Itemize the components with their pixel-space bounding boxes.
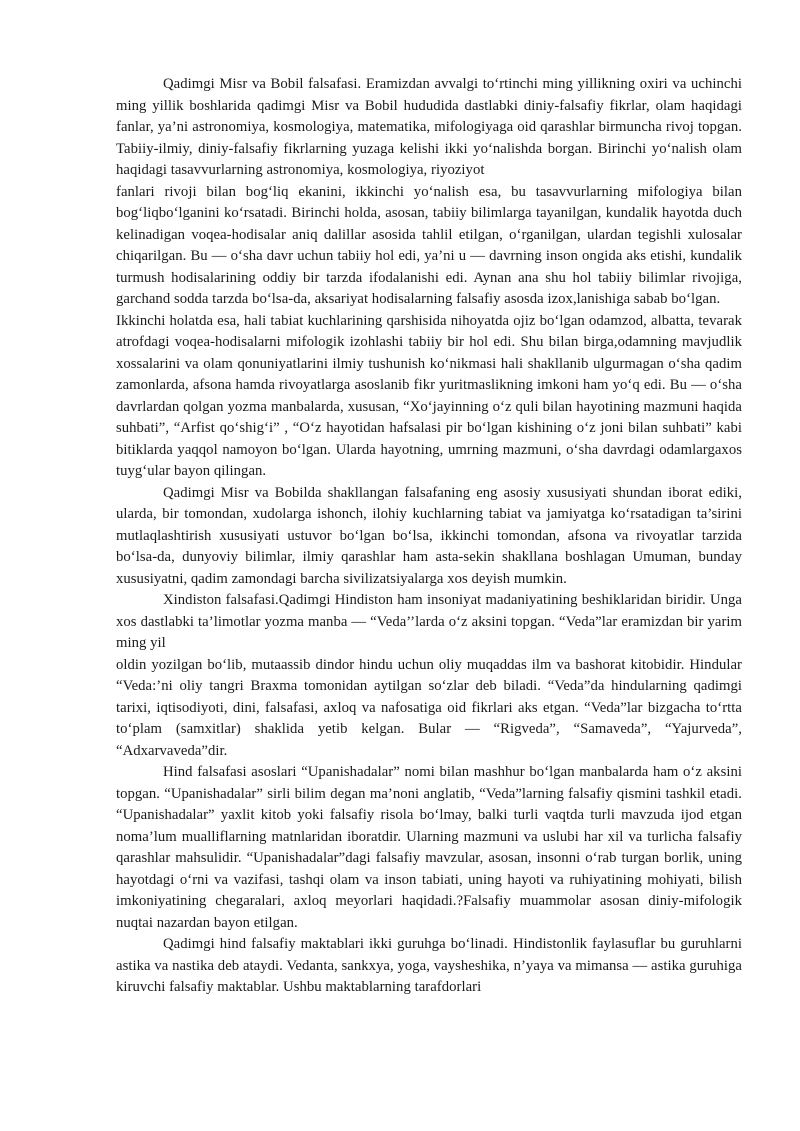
paragraph-veda: oldin yozilgan bo‘lib, mutaassib dindor hindu uchun oliy muqaddas ilm va bashorat kitobidir. Hindular “Veda:’ni oliy tangri Braxma tomonidan aytilgan so‘zlar deb biladi. “Veda”da hindularning qadimgi tarixi, iqtisodiyoti, dini, falsafasi, axloq va nafosatiga oid fikrlari aks etgan. “Veda”lar bizgacha to‘rtta to‘plam (samxitlar) shaklida yetib kelgan. Bular — “Rigveda”, “Samaveda”, “Yajurveda”, “Adxarvaveda”dir.	[116, 656, 742, 759]
document-body	[116, 74, 742, 999]
paragraph-ikkinchi-holat: Ikkinchi holatda esa, hali tabiat kuchlarining qarshisida nihoyatda ojiz bo‘lgan odamzod, albatta, tevarak atrofdagi voqea-hodisalarni mifologik izohlashi tabiiy bir hol edi. Shu bilan birga,odamning mavjudlik xossalarini va olam qonuniyatlarini ilmiy tushunish ko‘nikmasi hali shakllanib ulgurmagan o‘sha qadim zamonlarda, afsona hamda rivoyatlarga asoslanib fikr yuritmaslikning imkoni ham yo‘q edi. Bu — o‘sha davrlardan qolgan yozma manbalarda, xususan, “Xo‘jayinning o‘z quli bilan hayotining mazmuni haqida suhbati”, “Arfist qo‘shig‘i” , “O‘z hayotidan hafsalasi pir bo‘lgan kishining o‘z joni bilan suhbati” kabi bitiklarda yaqqol namoyon bo‘lgan. Ularda hayotning, umrning mazmuni, o‘sha davrdagi odamlargaxos tuyg‘ular bayon qilingan.	[116, 312, 742, 479]
paragraph-hind-maktablari: Qadimgi hind falsafiy maktablari ikki guruhga bo‘linadi. Hindistonlik faylasuflar bu guruhlarni astika va nastika deb ataydi. Vedanta, sankxya, yoga, vaysheshika, n’yaya va mimansa — astika guruhiga kiruvchi falsafiy maktablar. Ushbu maktablarning tarafdorlari	[116, 936, 742, 995]
paragraph-hindiston-intro: Xindiston falsafasi.Qadimgi Hindiston ham insoniyat madaniyatining beshiklaridan biridir. Unga xos dastlabki ta’limotlar yozma manba — “Veda’’larda o‘z aksini topgan. “Veda”lar eramizdan bir yarim ming yil	[116, 592, 742, 651]
paragraph-upanishadalar: Hind falsafasi asoslari “Upanishadalar” nomi bilan mashhur bo‘lgan manbalarda ham o‘z aksini topgan. “Upanishadalar” sirli bilim degan ma’noni anglatib, “Veda”larning falsafiy qismini tashkil etadi. “Upanishadalar” yaxlit kitob yoki falsafiy risola bo‘lmay, balki turli vaqtda turli mavzuda ijod etgan noma’lum mualliflarning matnlaridan iboratdir. Ularning mazmuni va uslubi har xil va turlicha falsafiy qarashlar mahsulidir. “Upanishadalar”dagi falsafiy mavzular, asosan, insonni o‘rab turgan borlik, uning hayotdagi o‘rni va vazifasi, tashqi olam va inson tabiati, uning hayoti va ruhiyatining mohiyati, bilish imkoniyatining chegaralari, axloq meyorlari haqidadi.?Falsafiy muammolar asosan diniy-mifologik nuqtai nazardan bayon etilgan.	[116, 764, 742, 931]
paragraph-ikki-yonalish: fanlari rivoji bilan bog‘liq ekanini, ikkinchi yo‘nalish esa, bu tasavvurlarning mifologiya bilan bog‘liqbo‘lganini ko‘rsatadi. Birinchi holda, asosan, tabiiy bilimlarga tayanilgan, kundalik hayotda duch kelinadigan voqea-hodisalar aniq dalillar asosida tahlil etilgan, o‘rganilgan, ulardan tegishli xulosalar chiqarilgan. Bu — o‘sha davr uchun tabiiy hol edi, ya’ni u — davrning inson ongida aks etishi, kundalik turmush hodisalarining oddiy bir tarzda ifodalanishi edi. Aynan ana shu hol tabiiy bilimlar rivojiga, garchand sodda tarzda bo‘lsa-da, aksariyat hodisalarning falsafiy asosda izox,lanishiga sabab bo‘lgan.	[116, 183, 742, 307]
paragraph-asosiy-xususiyat: Qadimgi Misr va Bobilda shakllangan falsafaning eng asosiy xususiyati shundan iborat ediki, ularda, bir tomondan, xudolarga ishonch, ilohiy kuchlarning tabiat va jamiyatga ko‘rsatadigan ta’sirini mutlaqlashtirish xususiyati ustuvor bo‘lgan bo‘lsa, ikkinchi tomondan, afsona va rivoyatlar tarzida bo‘lsa-da, dunyoviy bilimlar, ilmiy qarashlar ham asta-sekin shakllana boshlagan Umuman, bunday xususiyatni, qadim zamondagi barcha sivilizatsiyalarga xos deyish mumkin.	[116, 484, 742, 587]
paragraph-misr-bobil-intro: Qadimgi Misr va Bobil falsafasi. Eramizdan avvalgi to‘rtinchi ming yillikning oxiri va uchinchi ming yillik boshlarida qadimgi Misr va Bobil hududida dastlabki diniy-falsafiy fikrlar, olam haqidagi fanlar, ya’ni astronomiya, kosmologiya, matematika, mifologiyaga oid qarashlar birmuncha rivoj topgan. Tabiiy-ilmiy, diniy-falsafiy fikrlarning yuzaga kelishi ikki yo‘nalishda borgan. Birinchi yo‘nalish olam haqidagi tasavvurlarning astronomiya, kosmologiya, riyoziyot	[116, 76, 742, 178]
